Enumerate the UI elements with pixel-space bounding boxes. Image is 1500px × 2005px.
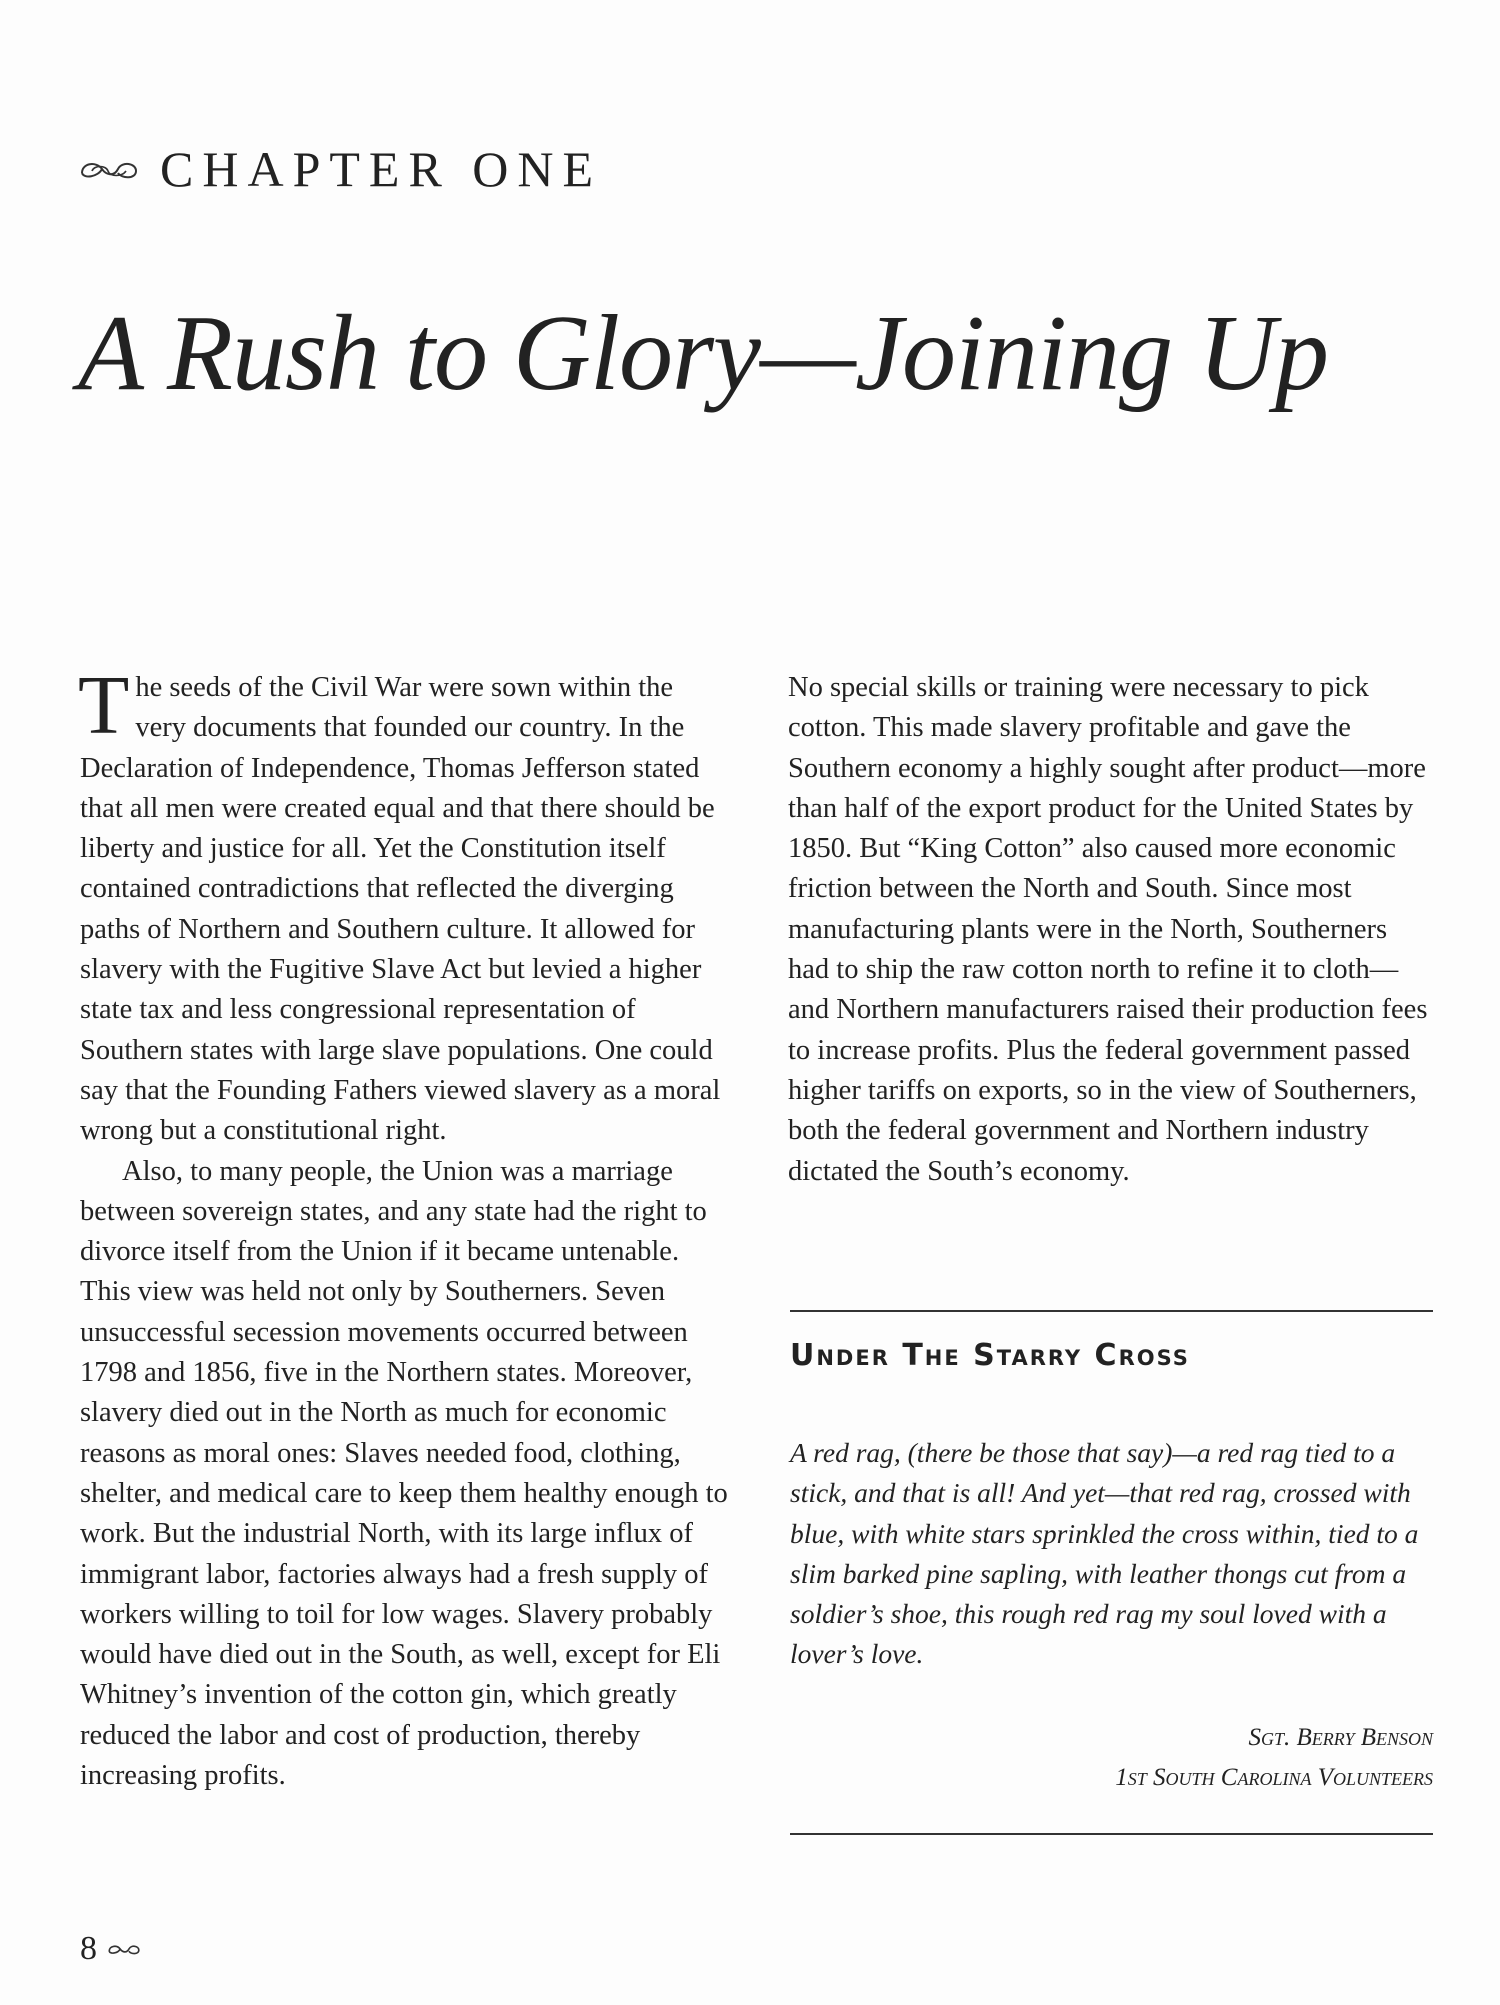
paragraph-text: he seeds of the Civil War were sown within the very documents that founded our country. In the Declaration of Independence, Thomas Jefferson stated that all men were created equal and that there should be liberty and justice for all. Yet the Constitution itself contained contradictions that reflected the diverging paths of Northern and Southern culture. It allowed for slavery with the Fugitive Slave Act but levied a higher state tax and less congressional representation of Southern states with large slave populations. One could say that the Founding Fathers viewed slavery as a moral wrong but a constitutional right.	[80, 672, 721, 1147]
body-paragraph: Also, to many people, the Union was a marriage between sovereign states, and any state had the right to divorce itself from the Union if it became untenable. This view was held not only by Southerners. Seven unsuccessful secession movements occurred between 1798 and 1856, five in the Northern states. Moreover, slavery died out in the North as much for economic reasons as moral ones: Slaves needed food, clothing, shelter, and medical care to keep them healthy enough to work. But the industrial North, with its large influx of immigrant labor, factories always had a fresh supply of workers willing to toil for low wages. Slavery probably would have died out in the South, as well, except for Eli Whitney’s invention of the cotton gin, which greatly reduced the labor and cost of production, thereby increasing profits.	[80, 1155, 728, 1792]
body-column-right	[788, 668, 1434, 1192]
page-number: 8	[80, 1930, 97, 1967]
sidebar-top-rule	[790, 1310, 1433, 1312]
chapter-label	[78, 140, 602, 198]
chapter-label-text: CHAPTER ONE	[160, 141, 603, 197]
sidebar-heading	[790, 1338, 1190, 1373]
attribution-unit: 1st South Carolina Volunteers	[1115, 1764, 1433, 1791]
sidebar-heading-text: Under The Starry Cross	[790, 1338, 1190, 1373]
sidebar-quote: A red rag, (there be those that say)—a red rag tied to a stick, and that is all! And yet—that red rag, crossed with blue, with white stars sprinkled the cross within, tied to a slim barked pine sapling, with leather thongs cut from a soldier’s shoe, this rough red rag my soul loved with a lover’s love.	[790, 1437, 1419, 1670]
ornament-swirl-icon	[78, 155, 140, 183]
body-paragraph: No special skills or training were necessary to pick cotton. This made slavery profitable and gave the Southern economy a highly sought after product—more than half of the export product for the United States by 1850. But “King Cotton” also caused more economic friction between the North and South. Since most manufacturing plants were in the North, Southerners had to ship the raw cotton north to refine it to cloth—and Northern manufacturers raised their production fees to increase profits. Plus the federal government passed higher tariffs on exports, so in the view of Southerners, both the federal government and Northern industry dictated the South’s economy.	[788, 672, 1428, 1187]
attribution-name: Sgt. Berry Benson	[1248, 1724, 1433, 1751]
page-footer	[80, 1930, 141, 1968]
ornament-swirl-icon	[107, 1941, 141, 1957]
sidebar-bottom-rule	[790, 1833, 1433, 1835]
body-paragraph	[78, 659, 730, 1152]
body-column-left	[78, 659, 730, 1796]
drop-cap: T	[78, 659, 130, 752]
chapter-title: A Rush to Glory—Joining Up	[78, 294, 1328, 413]
sidebar-attribution	[790, 1718, 1433, 1798]
